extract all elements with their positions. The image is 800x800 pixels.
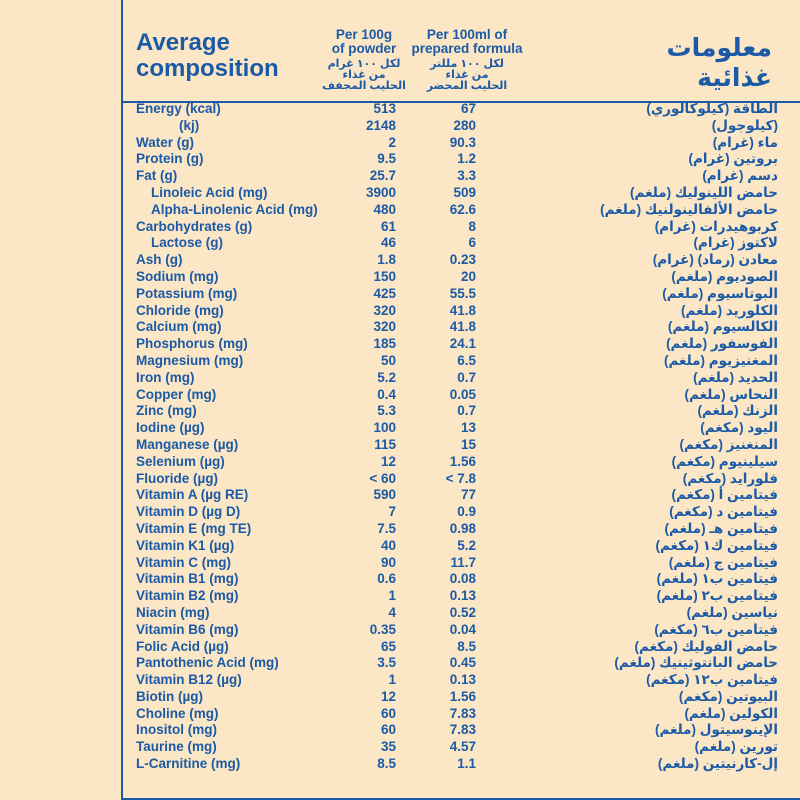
col2-ar-line2: من غذاء — [445, 69, 489, 81]
per-100g-value: 3.5 — [377, 655, 396, 671]
per-100ml-value: 8.5 — [457, 638, 476, 654]
per-100g-value: 25.7 — [369, 168, 396, 184]
per-100ml-value: 20 — [460, 268, 476, 284]
table-body — [123, 101, 800, 773]
nutrient-label: Vitamin D (µg D) — [136, 504, 241, 520]
nutrient-label-arabic: نياسين (ملغم) — [686, 604, 778, 620]
nutrient-label-arabic: لاكتوز (غرام) — [693, 235, 778, 251]
nutrient-label: Fat (g) — [136, 168, 178, 184]
nutrient-label: Pantothenic Acid (mg) — [136, 655, 279, 671]
per-100g-value: 0.35 — [369, 621, 396, 637]
per-100ml-value: 0.05 — [449, 386, 476, 402]
nutrient-label: Inositol (mg) — [136, 722, 217, 738]
table-row — [123, 319, 800, 336]
nutrient-label: Ash (g) — [136, 252, 183, 268]
per-100ml-value: 7.83 — [449, 722, 476, 738]
nutrient-label: Taurine (mg) — [136, 739, 217, 755]
per-100ml-value: 55.5 — [449, 285, 476, 301]
nutrient-label: Iron (mg) — [136, 369, 195, 385]
table-row — [123, 454, 800, 471]
col1-header-line1: Per 100g — [335, 27, 393, 42]
per-100ml-value: 0.23 — [449, 252, 476, 268]
per-100g-value: 1.8 — [377, 252, 396, 268]
per-100g-value: 513 — [373, 101, 396, 116]
table-row — [123, 605, 800, 622]
per-100ml-value: 1.56 — [449, 453, 476, 469]
nutrient-label: Iodine (µg) — [136, 420, 205, 436]
table-row — [123, 353, 800, 370]
nutrient-label: Choline (mg) — [136, 705, 219, 721]
per-100g-value: 4 — [388, 604, 396, 620]
table-row — [123, 135, 800, 152]
nutrient-label-arabic: إل-كارنيتين (ملغم) — [657, 756, 778, 772]
table-row — [123, 722, 800, 739]
nutrient-label-arabic: الطاقة (كيلوكالوري) — [646, 101, 778, 116]
nutrient-label-arabic: فيتامين أ (مكغم) — [671, 487, 778, 503]
per-100ml-value: 8 — [468, 218, 476, 234]
per-100g-value: 115 — [374, 436, 396, 452]
nutrient-label: Vitamin A (µg RE) — [136, 487, 249, 503]
per-100g-value: 185 — [373, 336, 396, 352]
per-100g-value: 480 — [373, 201, 396, 217]
per-100ml-value: 77 — [460, 487, 476, 503]
nutrient-label: Lactose (g) — [151, 235, 224, 251]
nutrient-label: Fluoride (µg) — [136, 470, 219, 486]
nutrient-label: Vitamin B12 (µg) — [136, 672, 242, 688]
nutrient-label: Phosphorus (mg) — [136, 336, 248, 352]
per-100ml-value: 90.3 — [449, 134, 476, 150]
table-row — [123, 487, 800, 504]
nutrient-label: Potassium (mg) — [136, 285, 238, 301]
per-100ml-value: 0.13 — [449, 672, 476, 688]
col2-header-line1: Per 100ml of — [426, 27, 508, 42]
per-100g-value: 5.3 — [377, 403, 396, 419]
table-row — [123, 504, 800, 521]
per-100g-value: 5.2 — [377, 369, 396, 385]
nutrient-label-arabic: فيتامين د (مكغم) — [669, 504, 778, 520]
per-100ml-value: 509 — [453, 184, 476, 200]
per-100ml-value: 1.1 — [457, 756, 476, 772]
per-100ml-value: 3.3 — [457, 168, 476, 184]
col2-ar-line1: لكل ١٠٠ مللتر — [430, 58, 504, 70]
nutrient-label-arabic: الكالسيوم (ملغم) — [667, 319, 778, 335]
nutrient-label: Vitamin E (mg TE) — [136, 520, 252, 536]
col1-ar-line3: الحليب المجفف — [322, 80, 406, 92]
per-100ml-value: 6 — [468, 235, 476, 251]
table-row — [123, 689, 800, 706]
per-100ml-value: 0.52 — [449, 604, 476, 620]
per-100ml-value: 0.45 — [449, 655, 476, 671]
nutrient-label-arabic: فيتامين ب٢ (ملغم) — [656, 588, 778, 604]
nutrient-label: Zinc (mg) — [136, 403, 197, 419]
table-row — [123, 303, 800, 320]
per-100ml-value: 0.7 — [457, 403, 476, 419]
nutrient-label: Chloride (mg) — [136, 302, 224, 318]
nutrient-label-arabic: حامض اللينوليك (ملغم) — [630, 184, 778, 200]
nutrient-label: Manganese (µg) — [136, 436, 239, 452]
nutrient-label-arabic: الفوسفور (ملغم) — [666, 336, 778, 352]
per-100g-value: 9.5 — [377, 151, 396, 167]
per-100g-value: 7.5 — [377, 520, 396, 536]
table-row — [123, 168, 800, 185]
table-row — [123, 219, 800, 236]
nutrient-label: Calcium (mg) — [136, 319, 222, 335]
per-100ml-value: 1.2 — [457, 151, 476, 167]
table-row — [123, 336, 800, 353]
per-100g-value: 60 — [380, 705, 396, 721]
per-100g-value: 590 — [373, 487, 396, 503]
per-100g-value: 7 — [388, 504, 396, 520]
nutrient-label: Vitamin B6 (mg) — [136, 621, 239, 637]
nutrient-label-arabic: معادن (رماد) (غرام) — [652, 252, 778, 268]
col1-header — [319, 28, 409, 56]
nutrient-label-arabic: (كيلوجول) — [711, 117, 778, 133]
nutrient-label: Vitamin K1 (µg) — [136, 537, 235, 553]
col2-header-line2: prepared formula — [411, 41, 523, 56]
title-ar-line1: معلومات — [666, 34, 772, 62]
per-100g-value: 2 — [388, 134, 396, 150]
nutrient-label-arabic: فيتامين ب١٢ (مكغم) — [646, 672, 778, 688]
per-100g-value: 320 — [373, 302, 396, 318]
per-100g-value: < 60 — [369, 470, 396, 486]
per-100g-value: 150 — [373, 268, 396, 284]
per-100ml-value: 0.98 — [449, 520, 476, 536]
table-row — [123, 655, 800, 672]
nutrient-label: Energy (kcal) — [136, 101, 221, 116]
table-row — [123, 739, 800, 756]
col1-header-line2: of powder — [331, 41, 397, 56]
table-row — [123, 252, 800, 269]
per-100ml-value: 41.8 — [449, 319, 476, 335]
nutrient-label-arabic: الكولين (ملغم) — [684, 705, 778, 721]
nutrient-label: Selenium (µg) — [136, 453, 225, 469]
nutrition-table — [121, 0, 800, 800]
nutrient-label-arabic: فيتامين هـ (ملغم) — [664, 520, 778, 536]
per-100ml-value: 0.9 — [457, 504, 476, 520]
table-row — [123, 672, 800, 689]
nutrient-label-arabic: حامض البانتوثينيك (ملغم) — [614, 655, 778, 671]
per-100g-value: 65 — [380, 638, 396, 654]
per-100g-value: 1 — [388, 672, 396, 688]
nutrient-label-arabic: النحاس (ملغم) — [684, 386, 778, 402]
nutrient-label-arabic: ماء (غرام) — [712, 134, 778, 150]
col1-ar-line1: لكل ١٠٠ غرام — [327, 58, 401, 70]
per-100ml-value: < 7.8 — [445, 470, 476, 486]
nutrient-label: Vitamin C (mg) — [136, 554, 232, 570]
per-100g-value: 100 — [373, 420, 396, 436]
col1-header-arabic — [319, 59, 409, 92]
table-row — [123, 403, 800, 420]
per-100ml-value: 41.8 — [449, 302, 476, 318]
nutrient-label-arabic: فلورايد (مكغم) — [682, 470, 778, 486]
nutrient-label: Biotin (µg) — [136, 688, 204, 704]
col1-ar-line2: من غذاء — [342, 69, 386, 81]
nutrient-label-arabic: البوتاسيوم (ملغم) — [662, 285, 778, 301]
nutrient-label-arabic: المنغنيز (مكغم) — [679, 436, 778, 452]
nutrient-label: Water (g) — [136, 134, 194, 150]
table-row — [123, 521, 800, 538]
nutrient-label: Alpha-Linolenic Acid (mg) — [151, 201, 318, 217]
table-row — [123, 706, 800, 723]
table-row — [123, 235, 800, 252]
per-100g-value: 35 — [380, 739, 396, 755]
per-100g-value: 50 — [380, 352, 396, 368]
col2-header — [401, 28, 533, 56]
per-100g-value: 425 — [373, 285, 396, 301]
nutrient-label: L-Carnitine (mg) — [136, 756, 241, 772]
per-100g-value: 90 — [380, 554, 396, 570]
table-row — [123, 639, 800, 656]
per-100g-value: 40 — [380, 537, 396, 553]
nutrient-label-arabic: الزنك (ملغم) — [697, 403, 778, 419]
nutrient-label: Niacin (mg) — [136, 604, 210, 620]
per-100ml-value: 62.6 — [449, 201, 476, 217]
table-row — [123, 370, 800, 387]
nutrient-label: Carbohydrates (g) — [136, 218, 253, 234]
per-100g-value: 61 — [380, 218, 396, 234]
table-row — [123, 118, 800, 135]
per-100ml-value: 0.7 — [457, 369, 476, 385]
nutrient-label-arabic: فيتامين ب٦ (مكغم) — [654, 621, 778, 637]
table-row — [123, 571, 800, 588]
nutrient-label-arabic: اليود (مكغم) — [700, 420, 778, 436]
per-100ml-value: 0.04 — [449, 621, 476, 637]
table-row — [123, 420, 800, 437]
per-100g-value: 60 — [380, 722, 396, 738]
per-100ml-value: 11.7 — [450, 554, 476, 570]
col2-ar-line3: الحليب المحضر — [426, 80, 508, 92]
nutrient-label: Magnesium (mg) — [136, 352, 244, 368]
title-en-line2: composition — [136, 55, 279, 82]
per-100ml-value: 67 — [460, 101, 476, 116]
per-100ml-value: 1.56 — [449, 688, 476, 704]
per-100ml-value: 15 — [460, 436, 476, 452]
table-row — [123, 588, 800, 605]
per-100g-value: 12 — [380, 688, 396, 704]
nutrient-label-arabic: البيوتين (مكغم) — [678, 688, 778, 704]
nutrient-label: Protein (g) — [136, 151, 204, 167]
nutrient-label-arabic: المغنيزيوم (ملغم) — [663, 352, 778, 368]
per-100ml-value: 0.13 — [449, 588, 476, 604]
per-100g-value: 46 — [380, 235, 396, 251]
table-row — [123, 101, 800, 118]
title-ar-line2: غذائية — [697, 64, 772, 92]
table-row — [123, 286, 800, 303]
col2-header-arabic — [401, 59, 533, 92]
per-100ml-value: 7.83 — [449, 705, 476, 721]
per-100ml-value: 13 — [460, 420, 476, 436]
per-100g-value: 0.4 — [377, 386, 396, 402]
nutrient-label: Vitamin B2 (mg) — [136, 588, 239, 604]
nutrient-label-arabic: فيتامين ب١ (ملغم) — [656, 571, 778, 587]
nutrient-label-arabic: بروتين (غرام) — [688, 151, 778, 167]
per-100ml-value: 4.57 — [449, 739, 476, 755]
table-row — [123, 151, 800, 168]
nutrient-label-arabic: دسم (غرام) — [702, 168, 778, 184]
table-row — [123, 437, 800, 454]
table-row — [123, 185, 800, 202]
per-100ml-value: 0.08 — [449, 571, 476, 587]
per-100g-value: 2148 — [365, 117, 396, 133]
per-100g-value: 3900 — [365, 184, 396, 200]
table-header — [123, 0, 800, 103]
per-100ml-value: 24.1 — [449, 336, 476, 352]
per-100ml-value: 6.5 — [457, 352, 476, 368]
table-row — [123, 269, 800, 286]
per-100ml-value: 280 — [453, 117, 476, 133]
nutrient-label: Linoleic Acid (mg) — [151, 184, 268, 200]
nutrient-label: Folic Acid (µg) — [136, 638, 229, 654]
table-row — [123, 202, 800, 219]
table-row — [123, 538, 800, 555]
table-row — [123, 555, 800, 572]
nutrient-label-arabic: تورين (ملغم) — [694, 739, 778, 755]
title-en-line1: Average — [136, 29, 230, 56]
nutrient-label: (kj) — [179, 117, 200, 133]
title-english — [136, 30, 279, 82]
table-row — [123, 622, 800, 639]
per-100g-value: 8.5 — [377, 756, 396, 772]
nutrient-label-arabic: الكلوريد (ملغم) — [681, 302, 778, 318]
nutrient-label: Sodium (mg) — [136, 268, 219, 284]
nutrient-label-arabic: كربوهيدرات (غرام) — [654, 218, 778, 234]
table-row — [123, 387, 800, 404]
nutrient-label-arabic: الحديد (ملغم) — [693, 369, 778, 385]
nutrient-label-arabic: الإينوسيتول (ملغم) — [654, 722, 778, 738]
nutrient-label-arabic: فيتامين ج (ملغم) — [668, 554, 778, 570]
nutrient-label-arabic: حامض الفوليك (مكغم) — [634, 638, 778, 654]
table-row — [123, 756, 800, 773]
nutrient-label: Vitamin B1 (mg) — [136, 571, 239, 587]
nutrient-label: Copper (mg) — [136, 386, 217, 402]
table-row — [123, 471, 800, 488]
per-100ml-value: 5.2 — [457, 537, 476, 553]
per-100g-value: 320 — [373, 319, 396, 335]
per-100g-value: 0.6 — [377, 571, 396, 587]
per-100g-value: 1 — [388, 588, 396, 604]
nutrient-label-arabic: فيتامين ك١ (مكغم) — [655, 537, 778, 553]
title-arabic — [667, 33, 772, 93]
nutrient-label-arabic: الصوديوم (ملغم) — [671, 268, 778, 284]
per-100g-value: 12 — [380, 453, 396, 469]
nutrient-label-arabic: سيلينيوم (مكغم) — [671, 453, 778, 469]
nutrient-label-arabic: حامض الألفالينولنيك (ملغم) — [600, 201, 778, 217]
